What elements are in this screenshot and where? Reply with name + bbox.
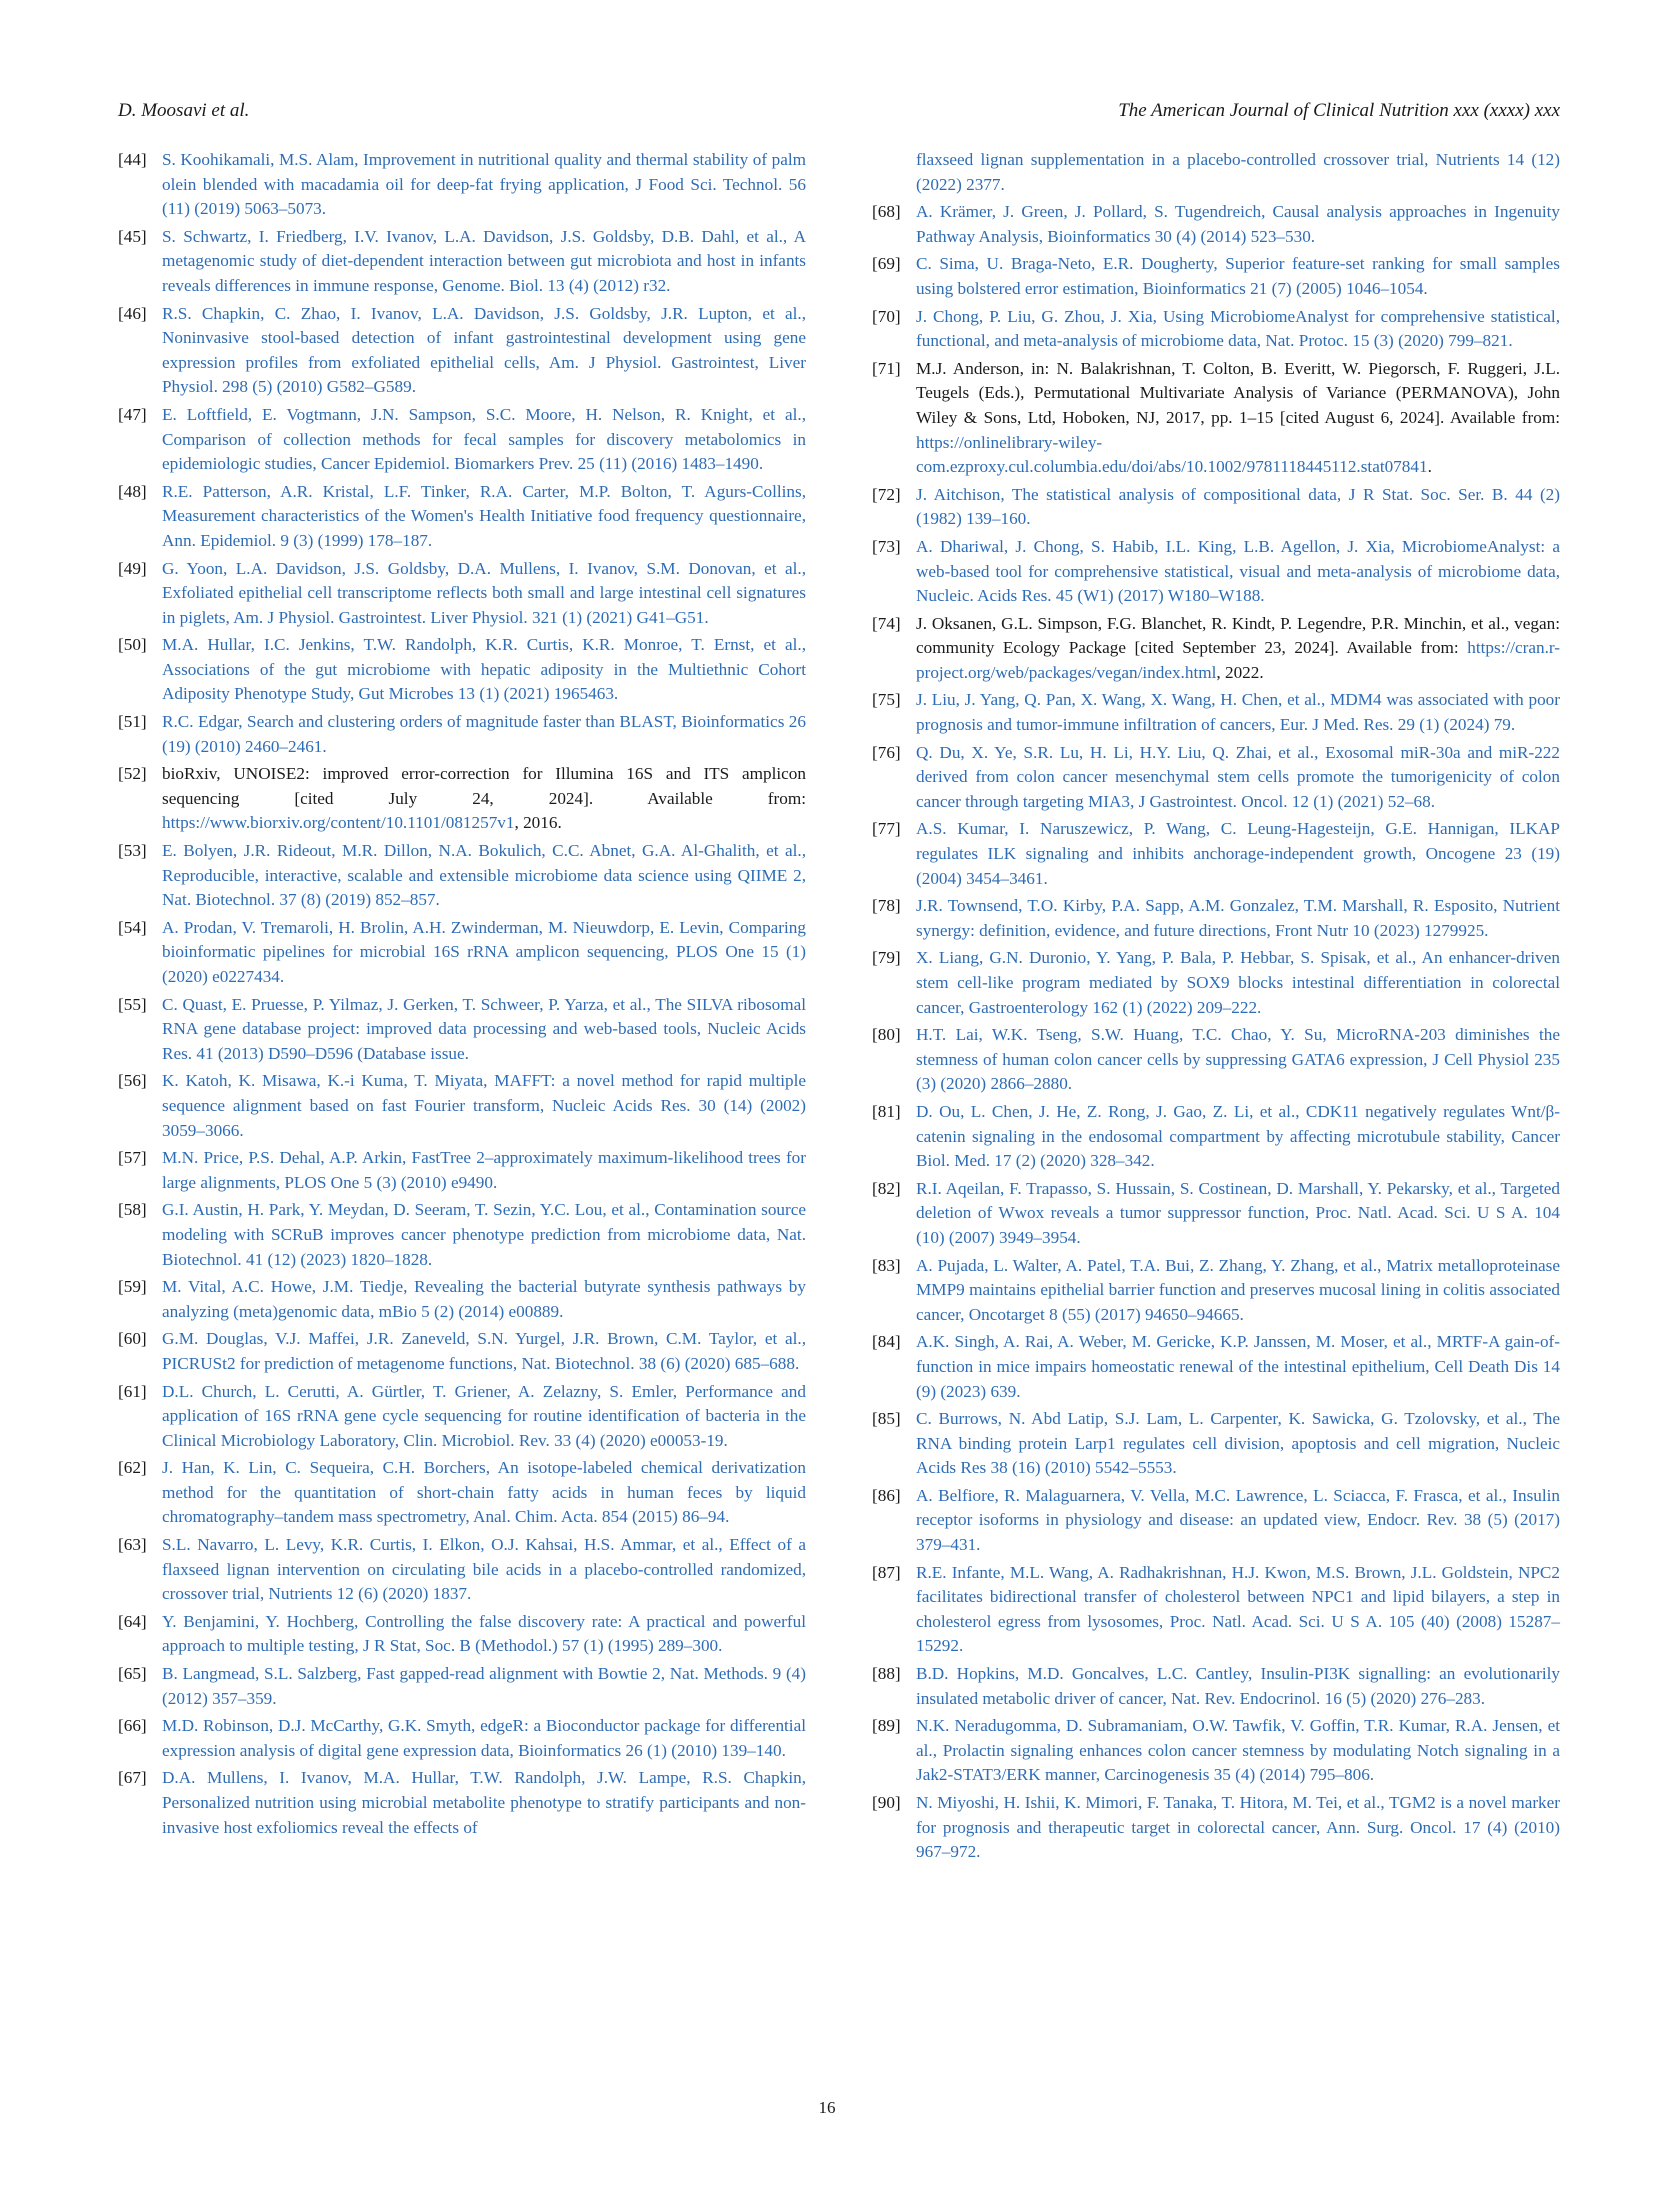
reference-number: [67] <box>118 1768 147 1788</box>
reference-link[interactable]: Q. Du, X. Ye, S.R. Lu, H. Li, H.Y. Liu, Q. Zhai, et al., Exosomal miR-30a and miR-222 derived from colon cancer mesenchymal stem cells promote the tumorigenicity of colon cancer through targeting MIA3, J Gastrointest. Oncol. 12 (1) (2021) 52–68. <box>916 742 1560 811</box>
reference-text <box>916 535 1560 609</box>
reference-link[interactable]: J. Han, K. Lin, C. Sequeira, C.H. Borchers, An isotope-labeled chemical derivatization method for the quantitation of short-chain fatty acids in human feces by liquid chromatography–tandem mass spectrometry, Anal. Chim. Acta. 854 (2015) 86–94. <box>162 1458 806 1527</box>
reference-text <box>162 302 806 400</box>
reference-link[interactable]: G. Yoon, L.A. Davidson, J.S. Goldsby, D.A. Mullens, I. Ivanov, S.M. Donovan, et al., Exfoliated epithelial cell transcriptome reflects both small and large intestinal cell signatures in piglets, Am. J Physiol. Gastrointest. Liver Physiol. 321 (1) (2021) G41–G51. <box>162 558 806 627</box>
reference-link[interactable]: S. Koohikamali, M.S. Alam, Improvement in nutritional quality and thermal stability of palm olein blended with macadamia oil for deep-fat frying application, J Food Sci. Technol. 56 (11) (2019) 5063–5073. <box>162 150 806 219</box>
reference-text <box>162 1327 806 1376</box>
reference-text <box>916 1177 1560 1251</box>
reference-link[interactable]: M.A. Hullar, I.C. Jenkins, T.W. Randolph, K.R. Curtis, K.R. Monroe, T. Ernst, et al., Associations of the gut microbiome with hepatic adiposity in the Multiethnic Cohort Adiposity Phenotype Study, Gut Microbes 13 (1) (2021) 1965463. <box>162 635 806 704</box>
reference-number: [53] <box>118 841 147 861</box>
reference-entry <box>118 993 806 1067</box>
reference-number: [51] <box>118 712 147 732</box>
reference-link[interactable]: H.T. Lai, W.K. Tseng, S.W. Huang, T.C. Chao, Y. Su, MicroRNA-203 diminishes the stemness of human colon cancer cells by suppressing GATA6 expression, J Cell Physiol 235 (3) (2020) 2866–2880. <box>916 1025 1560 1094</box>
reference-text <box>916 1100 1560 1174</box>
reference-number: [55] <box>118 994 147 1014</box>
reference-link[interactable]: B.D. Hopkins, M.D. Goncalves, L.C. Cantley, Insulin-PI3K signalling: an evolutionarily insulated metabolic driver of cancer, Nat. Rev. Endocrinol. 16 (5) (2020) 276–283. <box>916 1664 1560 1708</box>
reference-entry <box>872 817 1560 891</box>
reference-text <box>916 1714 1560 1788</box>
reference-number: [70] <box>872 306 901 326</box>
reference-entry <box>872 1407 1560 1481</box>
reference-link[interactable]: A. Krämer, J. Green, J. Pollard, S. Tugendreich, Causal analysis approaches in Ingenuity Pathway Analysis, Bioinformatics 30 (4) (2014) 523–530. <box>916 202 1560 246</box>
reference-text-segment: . <box>1427 457 1432 477</box>
reference-text <box>916 1791 1560 1865</box>
reference-number: [85] <box>872 1409 901 1429</box>
reference-link[interactable]: Y. Benjamini, Y. Hochberg, Controlling the false discovery rate: A practical and powerful approach to multiple testing, J R Stat, Soc. B (Methodol.) 57 (1) (1995) 289–300. <box>162 1611 806 1656</box>
reference-link[interactable]: D.A. Mullens, I. Ivanov, M.A. Hullar, T.W. Randolph, J.W. Lampe, R.S. Chapkin, Personalized nutrition using microbial metabolite phenotype to stratify participants and non-invasive host exfoliomics reveal the effects of <box>162 1768 806 1837</box>
reference-entry <box>872 612 1560 686</box>
reference-link[interactable]: E. Bolyen, J.R. Rideout, M.R. Dillon, N.A. Bokulich, C.C. Abnet, G.A. Al-Ghalith, et al., Reproducible, interactive, scalable and extensible microbiome data science using QIIME 2, Nat. Biotechnol. 37 (8) (2019) 852–857. <box>162 841 806 910</box>
reference-number: [64] <box>118 1611 147 1631</box>
reference-text <box>916 741 1560 815</box>
reference-link[interactable]: R.E. Infante, M.L. Wang, A. Radhakrishnan, H.J. Kwon, M.S. Brown, J.L. Goldstein, NPC2 facilitates bidirectional transfer of cholesterol between NPC1 and lipid bilayers, a step in cholesterol egress from lysosomes, Proc. Natl. Acad. Sci. U S A. 105 (40) (2008) 15287–15292. <box>916 1562 1560 1656</box>
reference-number: [89] <box>872 1716 901 1736</box>
reference-text <box>162 225 806 299</box>
reference-link[interactable]: M.N. Price, P.S. Dehal, A.P. Arkin, FastTree 2–approximately maximum-likelihood trees for large alignments, PLOS One 5 (3) (2010) e9490. <box>162 1148 806 1192</box>
reference-link[interactable]: B. Langmead, S.L. Salzberg, Fast gapped-read alignment with Bowtie 2, Nat. Methods. 9 (4) (2012) 357–359. <box>162 1664 806 1708</box>
reference-number: [82] <box>872 1178 901 1198</box>
reference-text <box>162 1380 806 1454</box>
reference-entry <box>118 225 806 299</box>
reference-link[interactable]: X. Liang, G.N. Duronio, Y. Yang, P. Bala, P. Hebbar, S. Spisak, et al., An enhancer-driven stem cell-like program mediated by SOX9 blocks intestinal differentiation in colorectal cancer, Gastroenterology 162 (1) (2022) 209–222. <box>916 948 1560 1017</box>
reference-entry <box>118 1380 806 1454</box>
reference-text <box>162 148 806 222</box>
reference-text <box>162 1766 806 1840</box>
reference-text <box>162 1146 806 1195</box>
page-number: 16 <box>818 2098 836 2117</box>
reference-text-segment: M.J. Anderson, in: N. Balakrishnan, T. Colton, B. Everitt, W. Piegorsch, F. Ruggeri, J.L. Teugels (Eds.), Permutational Multivariate Analysis of Variance (PERMANOVA), John Wiley & Sons, Ltd, Hoboken, NJ, 2017, pp. 1–15 [cited August 6, 2024]. Available from: <box>916 358 1560 427</box>
reference-number: [59] <box>118 1277 147 1297</box>
reference-text <box>162 1275 806 1324</box>
reference-link[interactable]: https://onlinelibrary-wiley-com.ezproxy.cul.columbia.edu/doi/abs/10.1002/9781118445112.stat07841 <box>916 432 1428 477</box>
reference-entry <box>872 252 1560 301</box>
reference-entry <box>872 1561 1560 1659</box>
reference-entry <box>872 1254 1560 1328</box>
reference-entry <box>872 305 1560 354</box>
reference-text <box>916 357 1560 480</box>
reference-link[interactable]: A.K. Singh, A. Rai, A. Weber, M. Gericke, K.P. Janssen, M. Moser, et al., MRTF-A gain-of-function in mice impairs homeostatic renewal of the intestinal epithelium, Cell Death Dis 14 (9) (2023) 639. <box>916 1332 1560 1401</box>
reference-entry <box>872 1023 1560 1097</box>
reference-entry <box>872 688 1560 737</box>
reference-number: [47] <box>118 404 147 424</box>
reference-text <box>162 762 806 836</box>
reference-text <box>162 480 806 554</box>
reference-entry <box>872 357 1560 480</box>
reference-number: [65] <box>118 1664 147 1684</box>
reference-text <box>916 1484 1560 1558</box>
reference-link[interactable]: R.I. Aqeilan, F. Trapasso, S. Hussain, S. Costinean, D. Marshall, Y. Pekarsky, et al., Targeted deletion of Wwox reveals a tumor suppressor function, Proc. Natl. Acad. Sci. U S A. 104 (10) (2007) 3949–3954. <box>916 1178 1560 1247</box>
reference-entry <box>872 1330 1560 1404</box>
reference-number: [77] <box>872 819 901 839</box>
reference-text <box>162 1610 806 1659</box>
running-header-authors: D. Moosavi et al. <box>118 100 250 121</box>
reference-link[interactable]: J.R. Townsend, T.O. Kirby, P.A. Sapp, A.M. Gonzalez, T.M. Marshall, R. Esposito, Nutrient synergy: definition, evidence, and future directions, Front Nutr 10 (2023) 1279925. <box>916 896 1560 940</box>
reference-link[interactable]: N. Miyoshi, H. Ishii, K. Mimori, F. Tanaka, T. Hitora, M. Tei, et al., TGM2 is a novel marker for prognosis and therapeutic target in colorectal cancer, Ann. Surg. Oncol. 17 (4) (2010) 967–972. <box>916 1793 1560 1862</box>
reference-entry <box>118 1610 806 1659</box>
reference-number: [62] <box>118 1458 147 1478</box>
reference-link[interactable]: C. Burrows, N. Abd Latip, S.J. Lam, L. Carpenter, K. Sawicka, G. Tzolovsky, et al., The RNA binding protein Larp1 regulates cell division, apoptosis and cell migration, Nucleic Acids Res 38 (16) (2010) 5542–5553. <box>916 1409 1560 1478</box>
reference-number: [49] <box>118 558 147 578</box>
reference-number: [86] <box>872 1485 901 1505</box>
reference-text <box>162 839 806 913</box>
reference-entry <box>872 1484 1560 1558</box>
reference-number: [48] <box>118 481 147 501</box>
reference-text <box>916 148 1560 197</box>
reference-link[interactable]: G.M. Douglas, V.J. Maffei, J.R. Zaneveld, S.N. Yurgel, J.R. Brown, C.M. Taylor, et al., PICRUSt2 for prediction of metagenome functions, Nat. Biotechnol. 38 (6) (2020) 685–688. <box>162 1329 806 1373</box>
reference-link[interactable]: A.S. Kumar, I. Naruszewicz, P. Wang, C. Leung-Hagesteijn, G.E. Hannigan, ILKAP regulates ILK signaling and inhibits anchorage-independent growth, Oncogene 23 (19) (2004) 3454–3461. <box>916 819 1560 888</box>
reference-link[interactable]: J. Aitchison, The statistical analysis of compositional data, J R Stat. Soc. Ser. B. 44 (2) (1982) 139–160. <box>916 484 1560 529</box>
reference-text <box>162 633 806 707</box>
reference-entry <box>118 762 806 836</box>
reference-number: [78] <box>872 896 901 916</box>
reference-entry <box>118 633 806 707</box>
running-header-journal: The American Journal of Clinical Nutrition xxx (xxxx) xxx <box>1118 100 1560 121</box>
reference-entry <box>118 403 806 477</box>
references-column-right <box>872 148 1560 1868</box>
reference-link[interactable]: G.I. Austin, H. Park, Y. Meydan, D. Seeram, T. Sezin, Y.C. Lou, et al., Contamination source modeling with SCRuB improves cancer phenotype prediction from microbiome data, Nat. Biotechnol. 41 (12) (2023) 1820–1828. <box>162 1200 806 1269</box>
reference-link[interactable]: R.C. Edgar, Search and clustering orders of magnitude faster than BLAST, Bioinformatics 26 (19) (2010) 2460–2461. <box>162 712 806 756</box>
reference-entry <box>118 839 806 913</box>
reference-number: [57] <box>118 1148 147 1168</box>
reference-text <box>162 1456 806 1530</box>
reference-entry <box>118 1275 806 1324</box>
reference-entry <box>118 1662 806 1711</box>
reference-number: [63] <box>118 1535 147 1555</box>
reference-text <box>162 993 806 1067</box>
reference-text <box>162 1714 806 1763</box>
reference-entry <box>118 480 806 554</box>
reference-number: [81] <box>872 1101 901 1121</box>
reference-text <box>916 305 1560 354</box>
reference-number: [80] <box>872 1025 901 1045</box>
reference-entry <box>118 916 806 990</box>
reference-number: [76] <box>872 742 901 762</box>
reference-link[interactable]: S. Schwartz, I. Friedberg, I.V. Ivanov, L.A. Davidson, J.S. Goldsby, D.B. Dahl, et al., A metagenomic study of diet-dependent interaction between gut microbiota and host in infants reveals differences in immune response, Genome. Biol. 13 (4) (2012) r32. <box>162 226 806 295</box>
reference-number: [45] <box>118 226 147 246</box>
reference-number: [79] <box>872 948 901 968</box>
reference-number: [69] <box>872 254 901 274</box>
reference-link[interactable]: C. Quast, E. Pruesse, P. Yilmaz, J. Gerken, T. Schweer, P. Yarza, et al., The SILVA ribosomal RNA gene database project: improved data processing and web-based tools, Nucleic Acids Res. 41 (2013) D590–D596 (Database issue. <box>162 994 806 1063</box>
reference-text <box>916 1407 1560 1481</box>
reference-text-segment: bioRxiv, UNOISE2: improved error-correction for Illumina 16S and ITS amplicon sequencing [cited July 24, 2024]. Available from: <box>162 764 806 808</box>
reference-entry <box>872 741 1560 815</box>
reference-link[interactable]: K. Katoh, K. Misawa, K.-i Kuma, T. Miyata, MAFFT: a novel method for rapid multiple sequence alignment based on fast Fourier transform, Nucleic Acids Res. 30 (14) (2002) 3059–3066. <box>162 1071 806 1140</box>
reference-text <box>162 1198 806 1272</box>
reference-text-segment: , 2022. <box>1216 662 1264 682</box>
reference-entry <box>872 1714 1560 1788</box>
reference-number: [73] <box>872 536 901 556</box>
reference-text <box>916 946 1560 1020</box>
reference-entry <box>118 1766 806 1840</box>
reference-link[interactable]: J. Liu, J. Yang, Q. Pan, X. Wang, X. Wang, H. Chen, et al., MDM4 was associated with poor prognosis and tumor-immune infiltration of cancers, Eur. J Med. Res. 29 (1) (2024) 79. <box>916 690 1560 735</box>
reference-entry <box>118 1327 806 1376</box>
reference-number: [58] <box>118 1200 147 1220</box>
references-column-left <box>118 148 806 1843</box>
reference-text-segment: , 2016. <box>514 813 562 833</box>
reference-entry <box>118 1069 806 1143</box>
reference-number: [46] <box>118 303 147 323</box>
reference-entry <box>118 557 806 631</box>
reference-text <box>916 483 1560 532</box>
reference-number: [72] <box>872 484 901 504</box>
reference-text <box>916 1023 1560 1097</box>
reference-text <box>916 252 1560 301</box>
reference-text <box>162 557 806 631</box>
reference-link[interactable]: A. Prodan, V. Tremaroli, H. Brolin, A.H. Zwinderman, M. Nieuwdorp, E. Levin, Comparing bioinformatic pipelines for microbial 16S rRNA amplicon sequencing, PLOS One 15 (1) (2020) e0227434. <box>162 917 806 986</box>
reference-number: [52] <box>118 764 147 784</box>
reference-entry <box>872 1662 1560 1711</box>
reference-entry <box>872 200 1560 249</box>
reference-entry <box>118 1198 806 1272</box>
reference-link[interactable]: flaxseed lignan supplementation in a placebo-controlled crossover trial, Nutrients 14 (12) (2022) 2377. <box>916 150 1560 194</box>
reference-number: [66] <box>118 1716 147 1736</box>
reference-entry <box>118 1146 806 1195</box>
reference-text <box>162 916 806 990</box>
reference-number: [84] <box>872 1332 901 1352</box>
reference-text <box>916 1330 1560 1404</box>
reference-text <box>162 1662 806 1711</box>
reference-number: [71] <box>872 358 901 378</box>
reference-text <box>916 817 1560 891</box>
reference-link[interactable]: M.D. Robinson, D.J. McCarthy, G.K. Smyth, edgeR: a Bioconductor package for differential expression analysis of digital gene expression data, Bioinformatics 26 (1) (2010) 139–140. <box>162 1716 806 1760</box>
reference-text <box>162 1069 806 1143</box>
reference-link[interactable]: D. Ou, L. Chen, J. He, Z. Rong, J. Gao, Z. Li, et al., CDK11 negatively regulates Wnt/β-catenin signaling in the endosomal compartment by affecting microtubule stability, Cancer Biol. Med. 17 (2) (2020) 328–342. <box>916 1101 1560 1171</box>
reference-entry <box>872 535 1560 609</box>
reference-text <box>916 200 1560 249</box>
reference-entry <box>872 1100 1560 1174</box>
reference-number: [90] <box>872 1793 901 1812</box>
reference-number: [83] <box>872 1255 901 1275</box>
reference-number: [60] <box>118 1329 147 1349</box>
reference-number: [87] <box>872 1562 901 1582</box>
reference-link[interactable]: M. Vital, A.C. Howe, J.M. Tiedje, Revealing the bacterial butyrate synthesis pathways by analyzing (meta)genomic data, mBio 5 (2) (2014) e00889. <box>162 1277 806 1321</box>
reference-entry <box>118 1456 806 1530</box>
reference-entry <box>118 1533 806 1607</box>
reference-text <box>916 1662 1560 1711</box>
reference-link[interactable]: E. Loftfield, E. Vogtmann, J.N. Sampson, S.C. Moore, H. Nelson, R. Knight, et al., Comparison of collection methods for fecal samples for discovery metabolomics in epidemiologic studies, Cancer Epidemiol. Biomarkers Prev. 25 (11) (2016) 1483–1490. <box>162 404 806 474</box>
reference-text <box>916 612 1560 686</box>
reference-text <box>162 1533 806 1607</box>
reference-link[interactable]: N.K. Neradugomma, D. Subramaniam, O.W. Tawfik, V. Goffin, T.R. Kumar, R.A. Jensen, et al., Prolactin signaling enhances colon cancer stemness by modulating Notch signaling in a Jak2-STAT3/ERK manner, Carcinogenesis 35 (4) (2014) 795–806. <box>916 1716 1560 1785</box>
reference-number: [50] <box>118 635 147 655</box>
reference-link[interactable]: A. Pujada, L. Walter, A. Patel, T.A. Bui, Z. Zhang, Y. Zhang, et al., Matrix metalloproteinase MMP9 maintains epithelial barrier function and preserves mucosal lining in colitis associated cancer, Oncotarget 8 (55) (2017) 94650–94665. <box>916 1255 1560 1324</box>
reference-link[interactable]: https://cran.r-project.org/web/packages/vegan/index.html <box>916 638 1560 682</box>
reference-entry <box>118 148 806 222</box>
reference-text <box>162 710 806 759</box>
reference-link[interactable]: A. Belfiore, R. Malaguarnera, V. Vella, M.C. Lawrence, L. Sciacca, F. Frasca, et al., Insulin receptor isoforms in physiology and disease: an updated view, Endocr. Rev. 38 (5) (2017) 379–431. <box>916 1485 1560 1555</box>
reference-number: [54] <box>118 917 147 937</box>
reference-number: [74] <box>872 613 901 633</box>
reference-entry <box>118 1714 806 1763</box>
reference-number: [44] <box>118 150 147 169</box>
reference-entry <box>118 710 806 759</box>
reference-number: [56] <box>118 1071 147 1091</box>
reference-link[interactable]: https://www.biorxiv.org/content/10.1101/081257v1 <box>162 813 515 833</box>
reference-number: [61] <box>118 1381 147 1401</box>
reference-link[interactable]: D.L. Church, L. Cerutti, A. Gürtler, T. Griener, A. Zelazny, S. Emler, Performance and application of 16S rRNA gene cycle sequencing for routine identification of bacteria in the Clinical Microbiology Laboratory, Clin. Microbiol. Rev. 33 (4) (2020) e00053-19. <box>162 1381 806 1450</box>
reference-link[interactable]: C. Sima, U. Braga-Neto, E.R. Dougherty, Superior feature-set ranking for small samples using bolstered error estimation, Bioinformatics 21 (7) (2005) 1046–1054. <box>916 254 1560 298</box>
reference-entry <box>872 148 1560 197</box>
reference-entry <box>872 1177 1560 1251</box>
reference-link[interactable]: J. Chong, P. Liu, G. Zhou, J. Xia, Using MicrobiomeAnalyst for comprehensive statistical, functional, and meta-analysis of microbiome data, Nat. Protoc. 15 (3) (2020) 799–821. <box>916 306 1560 351</box>
reference-entry <box>872 894 1560 943</box>
reference-entry <box>872 946 1560 1020</box>
reference-text-segment: J. Oksanen, G.L. Simpson, F.G. Blanchet, R. Kindt, P. Legendre, P.R. Minchin, et al., vegan: community Ecology Package [cited September 23, 2024]. Available from: <box>916 613 1560 658</box>
reference-number: [68] <box>872 202 901 222</box>
reference-text <box>916 1254 1560 1328</box>
reference-link[interactable]: R.S. Chapkin, C. Zhao, I. Ivanov, L.A. Davidson, J.S. Goldsby, J.R. Lupton, et al., Noninvasive stool-based detection of infant gastrointestinal development using gene expression profiles from exfoliated epithelial cells, Am. J Physiol. Gastrointest, Liver Physiol. 298 (5) (2010) G582–G589. <box>162 303 806 397</box>
reference-text <box>916 688 1560 737</box>
reference-entry <box>118 302 806 400</box>
reference-entry <box>872 483 1560 532</box>
reference-entry <box>872 1791 1560 1865</box>
reference-text <box>916 1561 1560 1659</box>
reference-link[interactable]: A. Dhariwal, J. Chong, S. Habib, I.L. King, L.B. Agellon, J. Xia, MicrobiomeAnalyst: a web-based tool for comprehensive statistical, visual and meta-analysis of microbiome data, Nucleic. Acids Res. 45 (W1) (2017) W180–W188. <box>916 536 1560 606</box>
reference-link[interactable]: R.E. Patterson, A.R. Kristal, L.F. Tinker, R.A. Carter, M.P. Bolton, T. Agurs-Collins, Measurement characteristics of the Women's Health Initiative food frequency questionnaire, Ann. Epidemiol. 9 (3) (1999) 178–187. <box>162 481 806 550</box>
reference-number <box>872 148 916 197</box>
reference-text <box>916 894 1560 943</box>
reference-text <box>162 403 806 477</box>
reference-number: [88] <box>872 1664 901 1684</box>
reference-number: [75] <box>872 690 901 710</box>
reference-link[interactable]: S.L. Navarro, L. Levy, K.R. Curtis, I. Elkon, O.J. Kahsai, H.S. Ammar, et al., Effect of a flaxseed lignan intervention on circulating bile acids in a placebo-controlled randomized, crossover trial, Nutrients 12 (6) (2020) 1837. <box>162 1535 806 1604</box>
